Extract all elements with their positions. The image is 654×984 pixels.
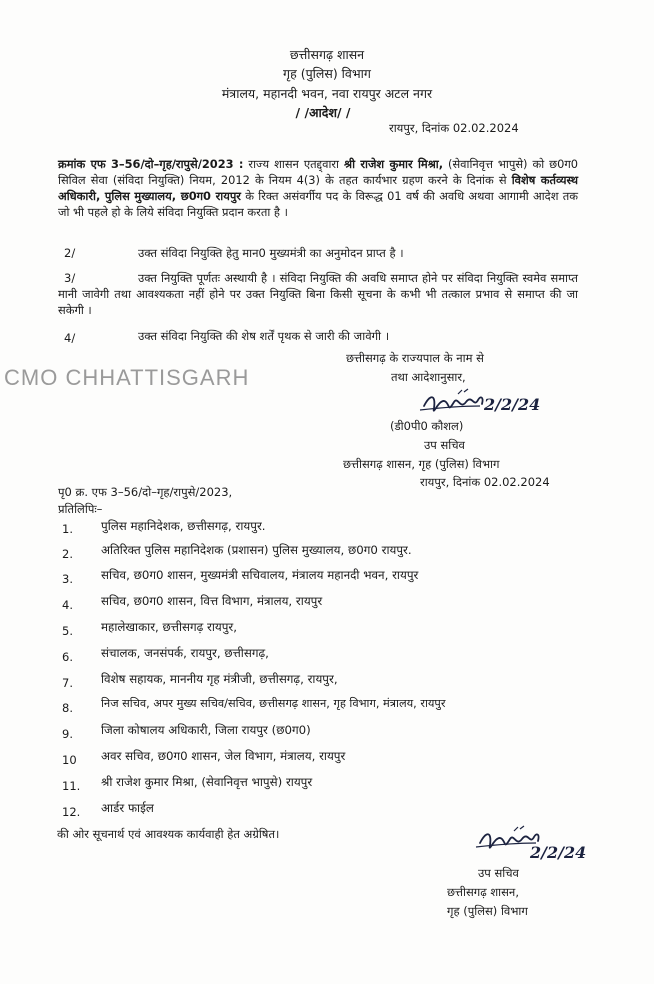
department-name: गृह (पुलिस) विभाग [283,66,371,81]
order-place-date: रायपुर, दिनांक 02.02.2024 [389,121,519,135]
paragraph-4-text: उक्त संविदा नियुक्ति की शेष शर्तें पृथक से जारी की जावेगी । [138,329,390,343]
signatory-2-designation: उप सचिव [478,866,519,880]
signature-1-date: 2/2/24 [484,395,541,414]
order-title: / /आदेश/ / [295,105,351,120]
governor-line-1: छत्तीसगढ़ के राज्यपाल के नाम से [346,351,484,365]
signatory-1-office: छत्तीसगढ़ शासन, गृह (पुलिस) विभाग [343,457,500,471]
paragraph-2-text: उक्त संविदा नियुक्ति हेतु मान0 मुख्यमंत्री का अनुमोदन प्राप्त है । [138,246,404,260]
paragraph-3-text: उक्त नियुक्ति पूर्णतः अस्थायी है । संविदा नियुक्ति की अवधि समाप्त होने पर संविदा नियुक्ति स्वमेव समाप्त मानी जावेगी तथा आवश्यकता नहीं होने पर उक्त नियुक्ति बिना किसी सूचना के कभी भी तत्काल प्रभाव से समाप्त की जा सकेगी । [58,271,578,317]
governor-line-2: तथा आदेशानुसार, [391,370,466,384]
signatory-1-name: (डी0पी0 कौशल) [390,419,464,433]
signatory-1-designation: उप सचिव [424,438,465,452]
appointed-post: विशेष कर्तव्यस्थ अधिकारी, पुलिस मुख्यालय, छ0ग0 रायपुर [58,173,578,203]
signature-2-date: 2/2/24 [530,843,587,862]
office-address: मंत्रालय, महानदी भवन, नवा रायपुर अटल नगर [221,86,433,101]
forwarding-note: की ओर सूचनार्थ एवं आवश्यक कार्यवाही हेत अग्रेषित। [57,827,280,841]
endorsement-reference: पृ0 क्र. एफ 3–56/दो–गृह/रापुसे/2023, [58,485,233,499]
paragraph-4-number: 4/ [64,331,76,345]
govt-name: छत्तीसगढ़ शासन [289,47,365,62]
watermark: CMO CHHATTISGARH [4,365,250,390]
order-reference: क्रमांक एफ 3–56/दो–गृह/रापुसे/2023 : [58,157,244,171]
paragraph-2-number: 2/ [64,246,76,260]
appointee-name: श्री राजेश कुमार मिश्रा, [344,157,444,171]
signatory-2-office-2: गृह (पुलिस) विभाग [447,904,528,918]
copy-to-label: प्रतिलिपिः– [58,502,103,516]
document-page: छत्तीसगढ़ शासन गृह (पुलिस) विभाग मंत्रालय, महानदी भवन, नवा रायपुर अटल नगर / /आदेश/ / रायपुर, दिनांक 02.02.2024 क्रमांक एफ 3–56/दो–गृह/रापुसे/2023 : राज्य शासन एतद्द्वारा श्री राजेश कुमार मिश्रा, (सेवानिवृत्त भापुसे) को छ0ग0 सिविल सेवा (संविदा नियुक्ति) नियम, 2012 के नियम 4(3) के तहत कार्यभार ग्रहण करने के दिनांक से विशेष कर्तव्यस्थ अधिकारी, पुलिस मुख्यालय, छ0ग0 रायपुर के रिक्त असंवर्गीय पद के विरूद्ध 01 वर्ष की अवधि अथवा आगामी आदेश तक जो भी पहले हो के लिये संविदा नियुक्ति प्रदान करता है । 2/ उक्त संविदा नियुक्ति हेतु मान0 मुख्यमंत्री का अनुमोदन प्राप्त है । 3/ उक्त नियुक्ति पूर्णतः अस्थायी है । संविदा नियुक्ति की अवधि समाप्त होने पर संविदा नियुक्ति स्वमेव समाप्त मानी जावेगी तथा आवश्यकता नहीं होने पर उक्त नियुक्ति बिना किसी सूचना के कभी भी तत्काल प्रभाव से समाप्त की जा सकेगी । 4/ उक्त संविदा नियुक्ति की शेष शर्तें पृथक से जारी की जावेगी । छत्तीसगढ़ के राज्यपाल के नाम से तथा आदेशानुसार, CMO CHHATTISGARH 2/2/24 (डी0पी0 कौशल) उप सचिव छत्तीसगढ़ शासन, गृह (पुलिस) विभाग रायपुर, दिनांक 02.02.2024 पृ0 क्र. एफ 3–56/दो–गृह/रापुसे/2023, प्रतिलिपिः– 1. पुलिस महानिदेशक, छत्तीसगढ़, रायपुर. 2. अतिरिक्त पुलिस महानिदेशक (प्रशासन) पुलिस मुख्यालय, छ0ग0 रायपुर. 3. सचिव, छ0ग0 शासन, मुख्यमंत्री सचिवालय, मंत्रालय महानदी भवन, रायपुर 4. सचिव, छ0ग0 शासन, वित्त विभाग, मंत्रालय, रायपुर 5. महालेखाकार, छत्तीसगढ़ रायपुर, 6. संचालक, जनसंपर्क, रायपुर, छत्तीसगढ़, 7. विशेष सहायक, माननीय गृह मंत्रीजी, छत्तीसगढ़, रायपुर, 8. निज सचिव, अपर मुख्य सचिव/सचिव, छत्तीसगढ़ शासन, गृह विभाग, मंत्रालय, रायपुर 9. जिला कोषालय अधिकारी, जिला रायपुर (छ0ग0) 10 अवर सचिव, छ0ग0 शासन, जेल विभाग, मंत्रालय, रायपुर 11. श्री राजेश कुमार मिश्रा, (सेवानिवृत्त भापुसे) रायपुर 12. आर्डर फाईल की ओर सूचनार्थ एवं आवश्यक कार्यवाही हेत अग्रेषित। 2/2/24 उप सचिव छत्तीसगढ़ शासन, गृह (पुलिस) विभाग [0,0,654,984]
signatory-2-office-1: छत्तीसगढ़ शासन, [447,885,519,899]
signatory-1-place-date: रायपुर, दिनांक 02.02.2024 [420,475,550,489]
paragraph-3-number: 3/ [64,271,76,285]
order-paragraph-1: क्रमांक एफ 3–56/दो–गृह/रापुसे/2023 : राज्य शासन एतद्द्वारा श्री राजेश कुमार मिश्रा, (सेवानिवृत्त भापुसे) को छ0ग0 सिविल सेवा (संविदा नियुक्ति) नियम, 2012 के नियम 4(3) के तहत कार्यभार ग्रहण करने के दिनांक से विशेष कर्तव्यस्थ अधिकारी, पुलिस मुख्यालय, छ0ग0 रायपुर के रिक्त असंवर्गीय पद के विरूद्ध 01 वर्ष की अवधि अथवा आगामी आदेश तक जो भी पहले हो के लिये संविदा नियुक्ति प्रदान करता है । [58,157,579,219]
